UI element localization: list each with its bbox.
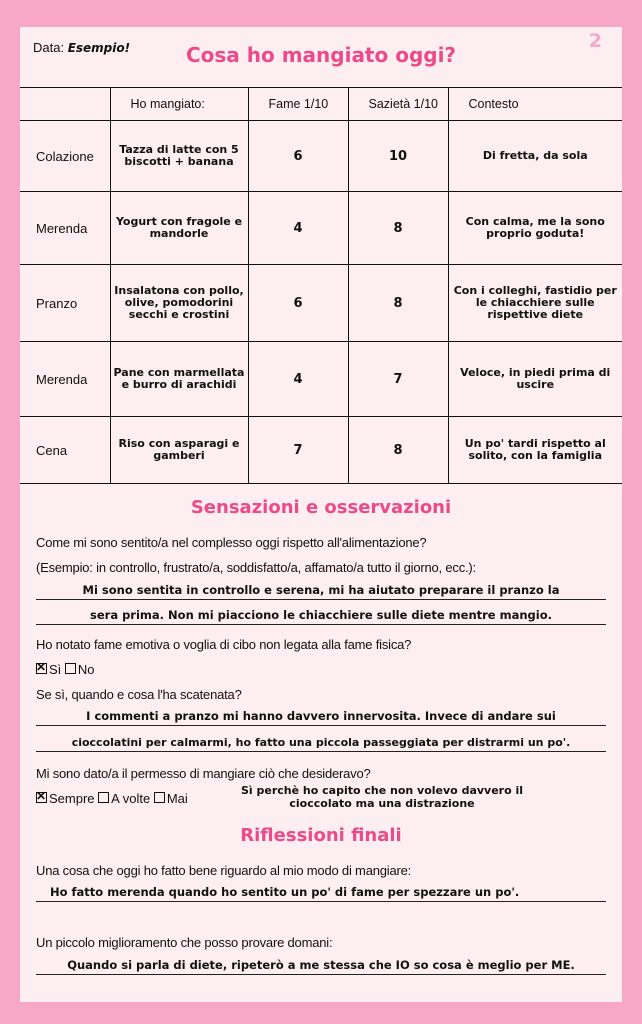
fullness-cell: 8 [348, 417, 448, 484]
date-label: Data: [33, 40, 65, 55]
yes-label: Sì [49, 662, 62, 677]
never-label: Mai [166, 791, 188, 806]
food-cell: Insalatona con pollo, olive, pomodorini secchi e crostini [110, 265, 248, 342]
context-cell: Con i colleghi, fastidio per le chiacchiere sulle rispettive diete [448, 265, 622, 342]
always-label: Sempre [49, 791, 95, 806]
table-row [20, 265, 622, 342]
answer-overall-feeling-line2: sera prima. Non mi piacciono le chiacchiere sulle diete mentre mangio. [36, 608, 606, 625]
food-cell: Yogurt con fragole e mandorle [110, 192, 248, 265]
context-cell: Veloce, in piedi prima di uscire [448, 342, 622, 417]
food-cell: Pane con marmellata e burro di arachidi [110, 342, 248, 417]
meal-name: Merenda [20, 342, 110, 417]
header-meal [20, 88, 110, 121]
question-example-hint: (Esempio: in controllo, frustrato/a, soddisfatto/a, affamato/a tutto il giorno, ecc.): [36, 560, 476, 575]
fullness-cell: 8 [348, 192, 448, 265]
page-title: Cosa ho mangiato oggi? [185, 43, 457, 67]
date-value: Esempio! [67, 41, 131, 55]
meal-log-table [20, 87, 622, 484]
food-cell: Riso con asparagi e gamberi [110, 417, 248, 484]
always-checkbox[interactable] [36, 792, 47, 803]
answer-trigger-line1: I commenti a pranzo mi hanno davvero innervosita. Invece di andare sui [36, 709, 606, 726]
emotional-hunger-options [36, 662, 95, 677]
answer-improvement: Quando si parla di diete, ripeterò a me stessa che IO so cosa è meglio per ME. [36, 958, 606, 975]
page-number: 2 [588, 30, 602, 52]
sometimes-label: A volte [111, 791, 151, 806]
question-improvement: Un piccolo miglioramento che posso provare domani: [36, 935, 333, 950]
question-did-well: Una cosa che oggi ho fatto bene riguardo al mio modo di mangiare: [36, 863, 412, 878]
hunger-cell: 7 [248, 417, 348, 484]
fullness-cell: 8 [348, 265, 448, 342]
hunger-cell: 4 [248, 342, 348, 417]
permission-options [36, 791, 188, 806]
answer-overall-feeling-line1: Mi sono sentita in controllo e serena, mi ha aiutato preparare il pranzo la [36, 583, 606, 600]
food-cell: Tazza di latte con 5 biscotti + banana [110, 121, 248, 192]
fullness-cell: 10 [348, 121, 448, 192]
table-row [20, 342, 622, 417]
table-row [20, 192, 622, 265]
table-row [20, 121, 622, 192]
meal-name: Colazione [20, 121, 110, 192]
answer-did-well: Ho fatto merenda quando ho sentito un po' di fame per spezzare un po'. [36, 885, 606, 902]
answer-trigger-line2: cioccolatini per calmarmi, ho fatto una piccola passeggiata per distrarmi un po'. [36, 736, 606, 752]
context-cell: Un po' tardi rispetto al solito, con la famiglia [448, 417, 622, 484]
answer-permission-line1: Sì perchè ho capito che non volevo davvero il [240, 784, 524, 797]
table-row [20, 417, 622, 484]
question-permission: Mi sono dato/a il permesso di mangiare ciò che desideravo? [36, 766, 371, 781]
answer-permission-line2: cioccolato ma una distrazione [289, 797, 475, 810]
question-overall-feeling: Come mi sono sentito/a nel complesso oggi rispetto all'alimentazione? [36, 535, 427, 550]
sometimes-checkbox[interactable] [98, 792, 109, 803]
no-checkbox[interactable] [65, 663, 76, 674]
hunger-cell: 6 [248, 121, 348, 192]
no-label: No [77, 662, 95, 677]
yes-checkbox[interactable] [36, 663, 47, 674]
meal-name: Pranzo [20, 265, 110, 342]
header-context: Contesto [448, 88, 622, 121]
context-cell: Con calma, me la sono proprio goduta! [448, 192, 622, 265]
header-fullness: Sazietà 1/10 [348, 88, 448, 121]
table-header-row [20, 88, 622, 121]
meal-name: Cena [20, 417, 110, 484]
hunger-cell: 4 [248, 192, 348, 265]
journal-page [20, 27, 622, 1002]
never-checkbox[interactable] [154, 792, 165, 803]
question-emotional-hunger: Ho notato fame emotiva o voglia di cibo non legata alla fame fisica? [36, 637, 412, 652]
answer-permission [212, 784, 552, 810]
meal-name: Merenda [20, 192, 110, 265]
sensations-heading: Sensazioni e osservazioni [190, 497, 452, 518]
header-food: Ho mangiato: [110, 88, 248, 121]
hunger-cell: 6 [248, 265, 348, 342]
fullness-cell: 7 [348, 342, 448, 417]
reflections-heading: Riflessioni finali [240, 825, 402, 846]
question-trigger: Se sì, quando e cosa l'ha scatenata? [36, 687, 242, 702]
header-hunger: Fame 1/10 [248, 88, 348, 121]
context-cell: Di fretta, da sola [448, 121, 622, 192]
